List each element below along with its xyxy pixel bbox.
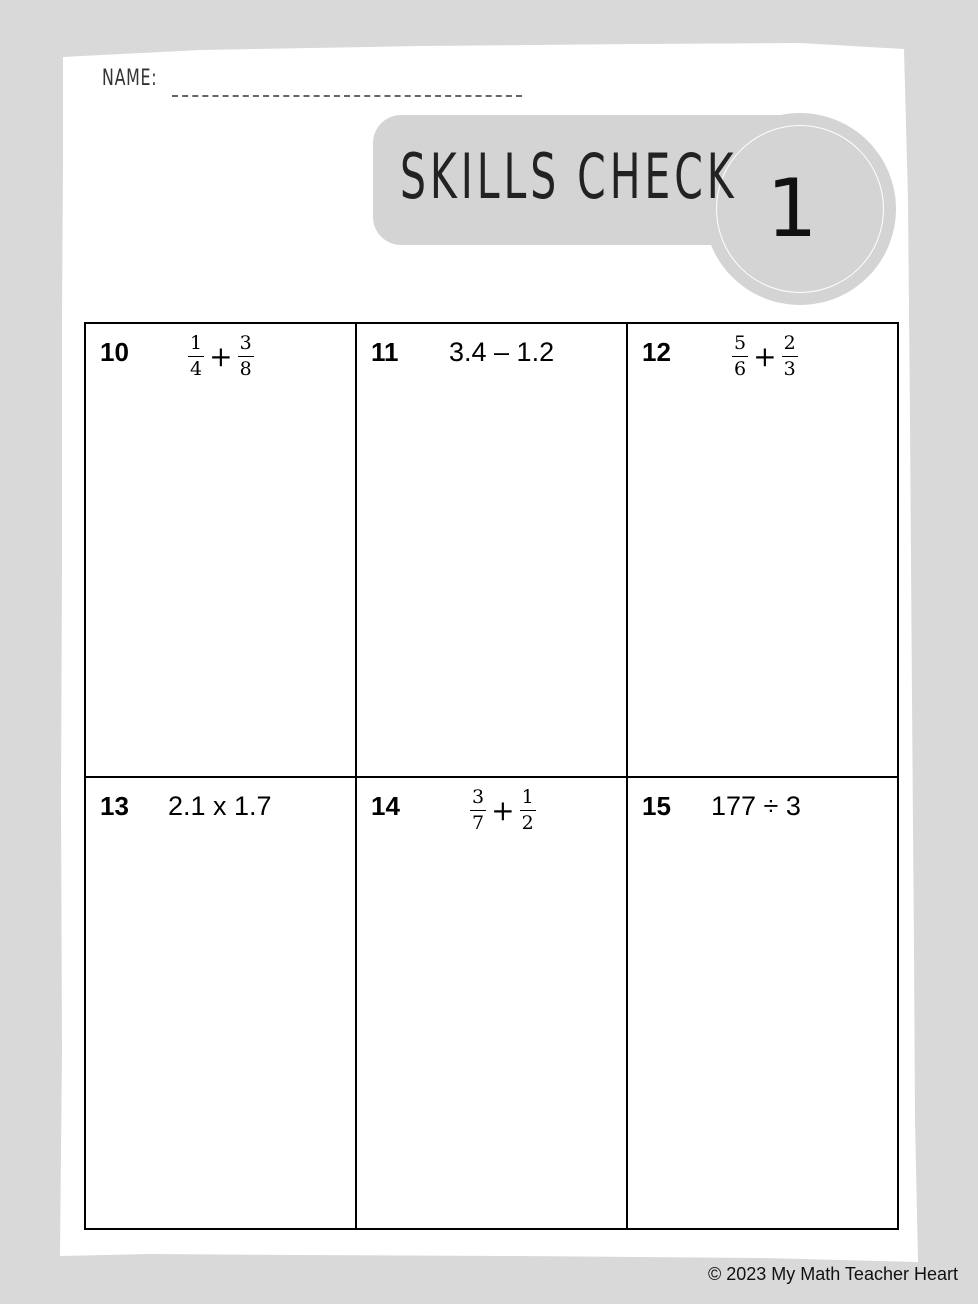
denominator: 3 — [783, 358, 796, 380]
problem-cell-14[interactable] — [356, 777, 627, 1229]
plus-operator: + — [753, 339, 777, 373]
problem-row — [85, 323, 898, 777]
problem-expression — [470, 788, 536, 833]
problem-expression — [732, 334, 798, 379]
name-blank-line[interactable] — [172, 95, 522, 97]
problem-row — [85, 777, 898, 1229]
fraction — [470, 788, 486, 833]
problem-cell-10[interactable] — [85, 323, 356, 777]
denominator: 7 — [472, 812, 485, 834]
problem-cell-12[interactable] — [627, 323, 898, 777]
numerator: 2 — [782, 334, 798, 357]
problem-cell-13[interactable] — [85, 777, 356, 1229]
denominator: 6 — [734, 358, 747, 380]
fraction — [520, 788, 536, 833]
problem-grid — [84, 322, 899, 1230]
fraction — [732, 334, 748, 379]
problem-cell-11[interactable] — [356, 323, 627, 777]
problem-expression — [188, 334, 254, 379]
problem-number: 15 — [642, 791, 671, 821]
plus-operator: + — [209, 339, 233, 373]
worksheet-title: SKILLS CHECK — [400, 140, 738, 213]
plus-operator: + — [491, 793, 515, 827]
numerator: 3 — [238, 334, 254, 357]
name-label: NAME: — [102, 66, 158, 91]
denominator: 8 — [239, 358, 252, 380]
problem-expression: 3.4 – 1.2 — [449, 337, 555, 367]
problem-number: 10 — [100, 337, 129, 367]
skills-check-number: 1 — [766, 162, 818, 255]
numerator: 3 — [470, 788, 486, 811]
copyright-footer: © 2023 My Math Teacher Heart — [707, 1264, 958, 1284]
fraction — [188, 334, 204, 379]
problem-number: 11 — [371, 337, 399, 367]
numerator: 1 — [188, 334, 204, 357]
problem-cell-15[interactable] — [627, 777, 898, 1229]
denominator: 4 — [190, 358, 203, 380]
problem-expression: 2.1 x 1.7 — [168, 791, 272, 821]
problem-expression: 177 ÷ 3 — [711, 791, 801, 821]
problem-number: 13 — [100, 791, 129, 821]
fraction — [782, 334, 798, 379]
numerator: 5 — [732, 334, 748, 357]
problem-number: 12 — [642, 337, 671, 367]
denominator: 2 — [521, 812, 534, 834]
numerator: 1 — [520, 788, 536, 811]
problem-number: 14 — [371, 791, 400, 821]
fraction — [238, 334, 254, 379]
